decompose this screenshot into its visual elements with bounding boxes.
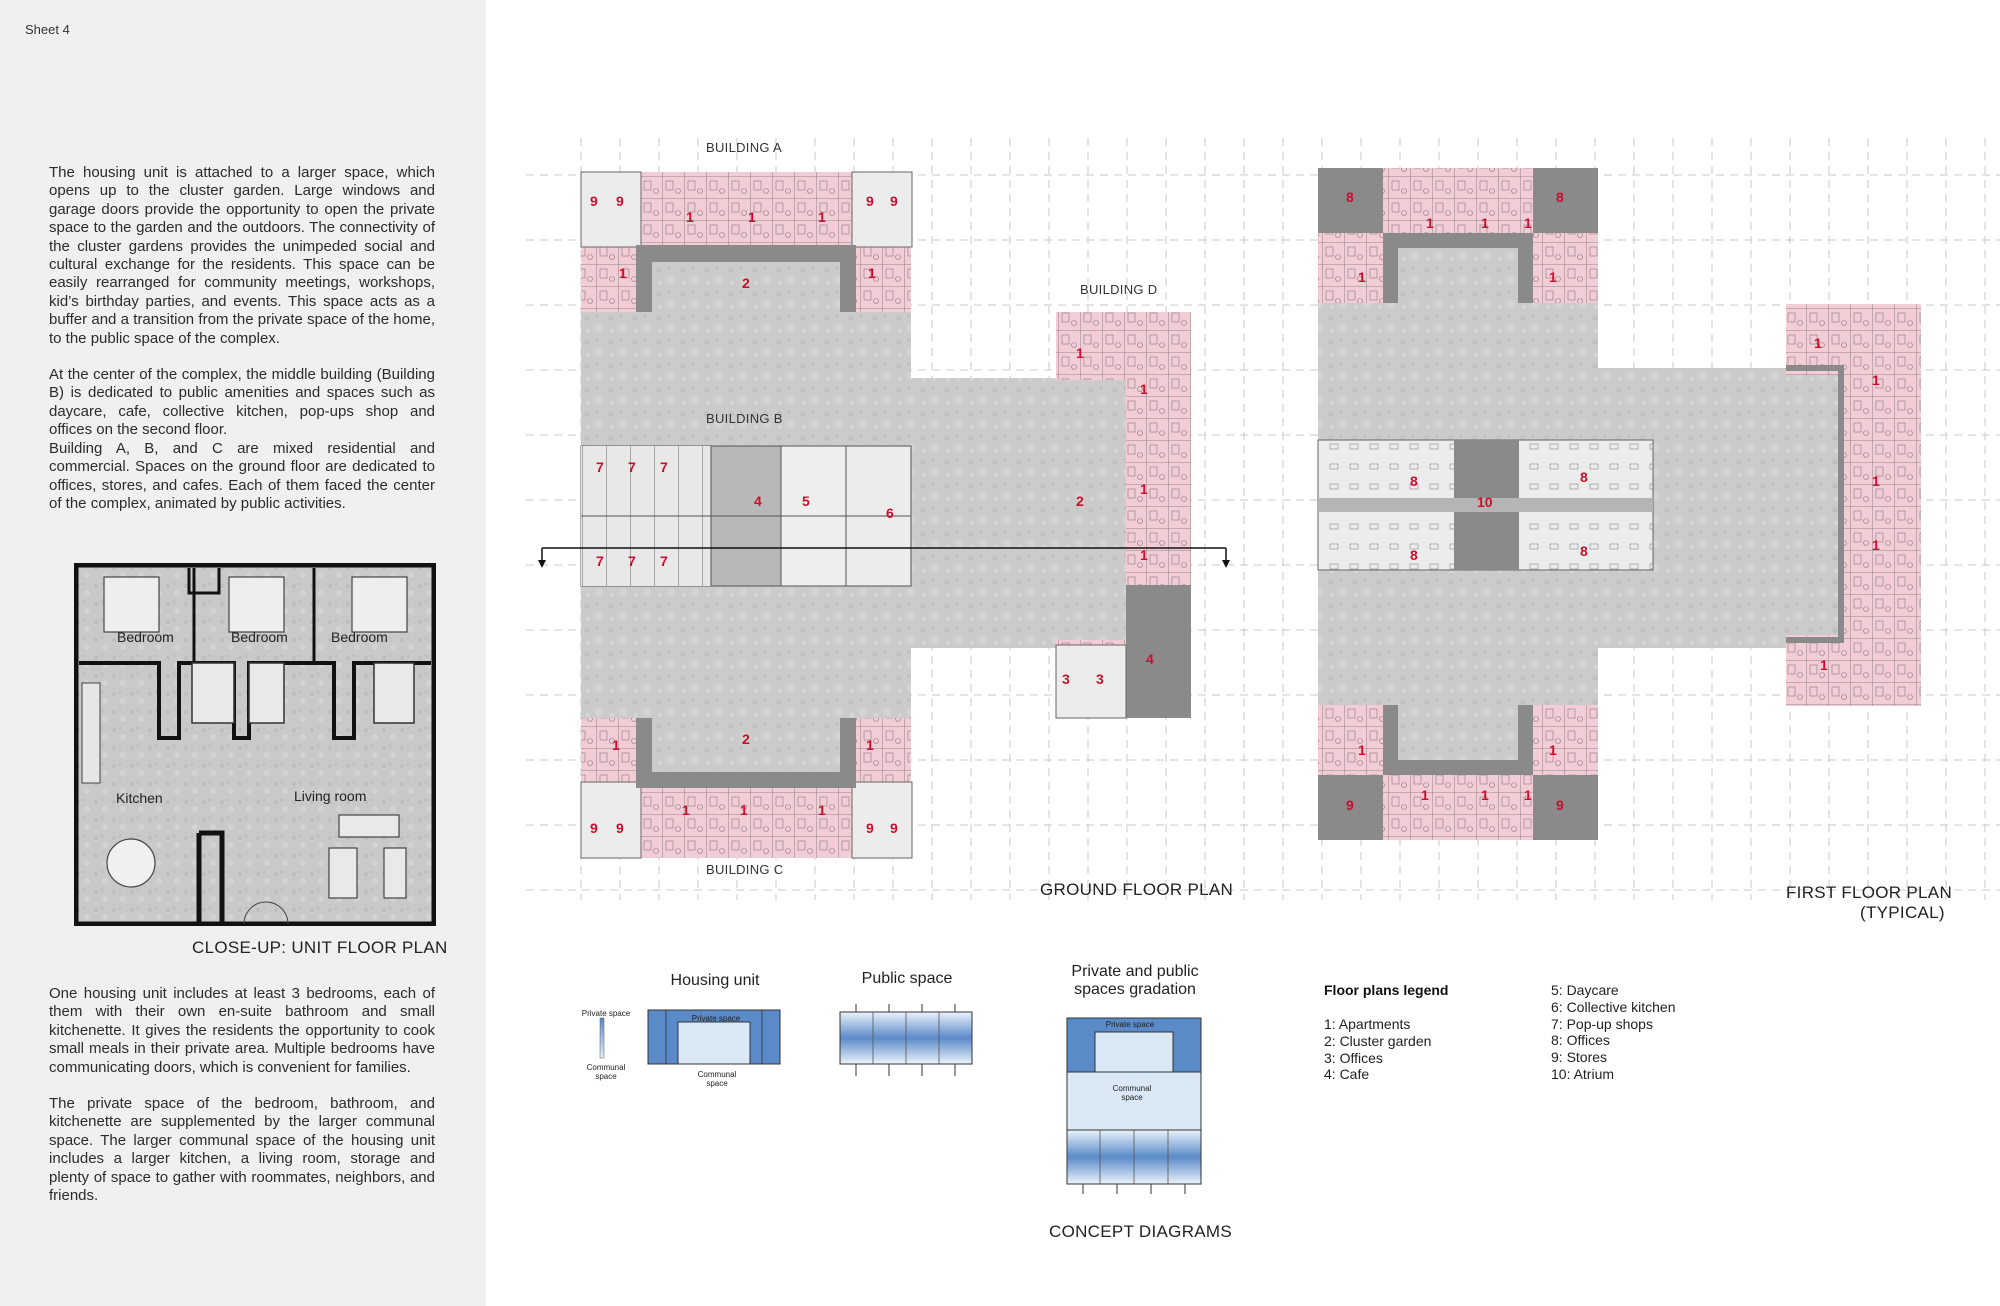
ground-plan-caption: GROUND FLOOR PLAN (1040, 880, 1234, 899)
paragraph-1: The housing unit is attached to a larger space, which opens up to the cluster garden. Large windows and garage doors provide the opportunity to open the private space to the garden and the outdoors. The connectivity of the cluster gardens provides the unimpeded social and cultural exchange for the residents. This space can be easily rearranged for community meetings, workshops, kid’s birthday parties, and events. This space acts as a buffer and a transition from the private space of the home, to the public space of the complex. (49, 164, 435, 347)
ff-num-1-5: 1 (1549, 269, 1557, 285)
num-1-d3: 1 (1140, 481, 1148, 497)
unit-floor-plan (74, 563, 436, 926)
ff-num-1-6: 1 (1358, 742, 1366, 758)
num-9-c2: 9 (616, 820, 624, 836)
num-2-c: 2 (742, 731, 750, 747)
ff-num-1-8: 1 (1421, 787, 1429, 803)
paragraph-2: At the center of the complex, the middle building (Building B) is dedicated to public amenities and spaces such as daycare, cafe, collective kitchen, pop-ups shop and offices on the second floor. (49, 366, 435, 439)
legend-title: Floor plans legend (1324, 982, 1449, 998)
num-2-a: 2 (742, 275, 750, 291)
num-1-c2: 1 (866, 737, 874, 753)
intro-text (49, 164, 435, 531)
num-2-d: 2 (1076, 493, 1084, 509)
ff-num-1-4: 1 (1358, 269, 1366, 285)
label-building-a: BUILDING A (706, 140, 782, 155)
legend-item-5: 5: Daycare (1551, 982, 1619, 998)
num-9-c1: 9 (590, 820, 598, 836)
num-3-d2: 3 (1096, 671, 1104, 687)
ff-num-1-1: 1 (1426, 215, 1434, 231)
paragraph-5: The private space of the bedroom, bathroom, and kitchenette are supplemented by the larger communal space. The larger communal space of the housing unit includes a larger kitchen, a living room, storage and plenty of space to gather with roommates, neighbors, and friends. (49, 1095, 435, 1205)
ff-num-8-5: 8 (1410, 547, 1418, 563)
ff-num-1-11: 1 (1814, 335, 1822, 351)
legend-column-1 (1324, 1016, 1431, 1083)
ff-num-8-6: 8 (1580, 543, 1588, 559)
ff-num-9-2: 9 (1556, 797, 1564, 813)
num-7-b3: 7 (660, 459, 668, 475)
unit-text (49, 985, 435, 1223)
num-1-a4: 1 (619, 265, 627, 281)
legend-item-8: 8: Offices (1551, 1032, 1610, 1049)
room-label-bedroom-3: Bedroom (331, 629, 388, 645)
scale-communal-l2: space (595, 1072, 617, 1081)
num-9-a3: 9 (866, 193, 874, 209)
num-1-c4: 1 (740, 802, 748, 818)
legend-item-1: 1: Apartments (1324, 1016, 1411, 1032)
site-plans (486, 0, 2000, 900)
num-1-d4: 1 (1140, 547, 1148, 563)
ground-floor-plan (538, 172, 1230, 858)
num-7-b2: 7 (628, 459, 636, 475)
num-4-b: 4 (754, 493, 762, 509)
num-7-b1: 7 (596, 459, 604, 475)
num-6-b: 6 (886, 505, 894, 521)
unit-communal-label (687, 1070, 747, 1088)
ff-num-8-1: 8 (1346, 189, 1354, 205)
num-1-d2: 1 (1140, 381, 1148, 397)
public-space-title: Public space (861, 970, 953, 987)
ff-num-9-1: 9 (1346, 797, 1354, 813)
legend-item-7: 7: Pop-up shops (1551, 1015, 1653, 1032)
num-7-b4: 7 (596, 553, 604, 569)
grad-private-label: Private space (1105, 1020, 1155, 1029)
first-floor-plan (1318, 168, 1921, 840)
grad-communal-l1: Communal (1112, 1084, 1152, 1093)
num-7-b6: 7 (660, 553, 668, 569)
legend-item-10: 10: Atrium (1551, 1065, 1615, 1082)
sheet-label: Sheet 4 (25, 22, 70, 37)
paragraph-4: One housing unit includes at least 3 bedrooms, each of them with their own en-suite bathroom and small kitchenette. It gives the residents the opportunity to cook small meals in their private area. Multiple bedrooms have communicating doors, which is convenient for families. (49, 985, 435, 1076)
room-label-living-room: Living room (294, 788, 367, 804)
unit-private-label: Private space (691, 1014, 741, 1023)
legend-item-4: 4: Cafe (1324, 1066, 1370, 1083)
legend-item-6: 6: Collective kitchen (1551, 998, 1676, 1015)
grad-communal-label (1102, 1084, 1162, 1102)
label-building-c: BUILDING C (706, 862, 784, 877)
num-9-c3: 9 (866, 820, 874, 836)
paragraph-3: Building A, B, and C are mixed residential and commercial. Spaces on the ground floor are dedicated to offices, stores, and cafes. Each of them faced the center of the complex, animated by public activities. (49, 439, 435, 512)
num-1-a1: 1 (686, 209, 694, 225)
legend-item-2: 2: Cluster garden (1324, 1032, 1432, 1049)
room-label-kitchen: Kitchen (116, 790, 163, 806)
ff-num-1-15: 1 (1820, 657, 1828, 673)
legend-column-2 (1551, 982, 1676, 1083)
num-1-d1: 1 (1076, 345, 1084, 361)
label-building-d: BUILDING D (1080, 282, 1158, 297)
ff-num-8-4: 8 (1580, 469, 1588, 485)
left-panel (0, 0, 486, 1306)
num-4-d: 4 (1146, 651, 1154, 667)
unit-plan-caption: CLOSE-UP: UNIT FLOOR PLAN (192, 938, 448, 957)
num-1-c1: 1 (612, 737, 620, 753)
ff-num-8-3: 8 (1410, 473, 1418, 489)
num-9-a2: 9 (616, 193, 624, 209)
unit-communal-l2: space (706, 1079, 728, 1088)
legend-item-9: 9: Stores (1551, 1049, 1608, 1066)
ff-num-1-3: 1 (1524, 215, 1532, 231)
num-3-d1: 3 (1062, 671, 1070, 687)
ff-num-8-2: 8 (1556, 189, 1564, 205)
num-5-b: 5 (802, 493, 810, 509)
num-9-a1: 9 (590, 193, 598, 209)
room-label-bedroom-2: Bedroom (231, 629, 288, 645)
ff-num-1-14: 1 (1872, 537, 1880, 553)
housing-unit-title: Housing unit (670, 972, 760, 989)
concept-caption: CONCEPT DIAGRAMS (1049, 1222, 1233, 1241)
legend-item-3: 3: Offices (1324, 1049, 1383, 1066)
gradation-title-l2: spaces gradation (1074, 981, 1196, 998)
scale-communal-l1: Communal (586, 1063, 626, 1072)
ff-num-1-13: 1 (1872, 473, 1880, 489)
ff-num-1-2: 1 (1481, 215, 1489, 231)
ff-num-1-12: 1 (1872, 372, 1880, 388)
ff-num-1-9: 1 (1481, 787, 1489, 803)
unit-communal-l1: Communal (697, 1070, 737, 1079)
first-plan-caption-l2: (TYPICAL) (1860, 903, 1945, 922)
first-plan-caption-l1: FIRST FLOOR PLAN (1786, 883, 1953, 902)
num-1-a2: 1 (748, 209, 756, 225)
room-label-bedroom-1: Bedroom (117, 629, 174, 645)
grad-communal-l2: space (1121, 1093, 1143, 1102)
scale-private-label: Private space (581, 1009, 631, 1018)
num-9-c4: 9 (890, 820, 898, 836)
num-9-a4: 9 (890, 193, 898, 209)
label-building-b: BUILDING B (706, 411, 783, 426)
gradation-title-l1: Private and public (1071, 963, 1199, 980)
num-1-c3: 1 (682, 802, 690, 818)
ff-num-10: 10 (1477, 494, 1493, 510)
ff-num-1-10: 1 (1524, 787, 1532, 803)
gradation-title (1040, 963, 1230, 999)
num-1-a5: 1 (868, 265, 876, 281)
scale-communal-label (576, 1063, 636, 1081)
num-7-b5: 7 (628, 553, 636, 569)
ff-num-1-7: 1 (1549, 742, 1557, 758)
num-1-a3: 1 (818, 209, 826, 225)
num-1-c5: 1 (818, 802, 826, 818)
